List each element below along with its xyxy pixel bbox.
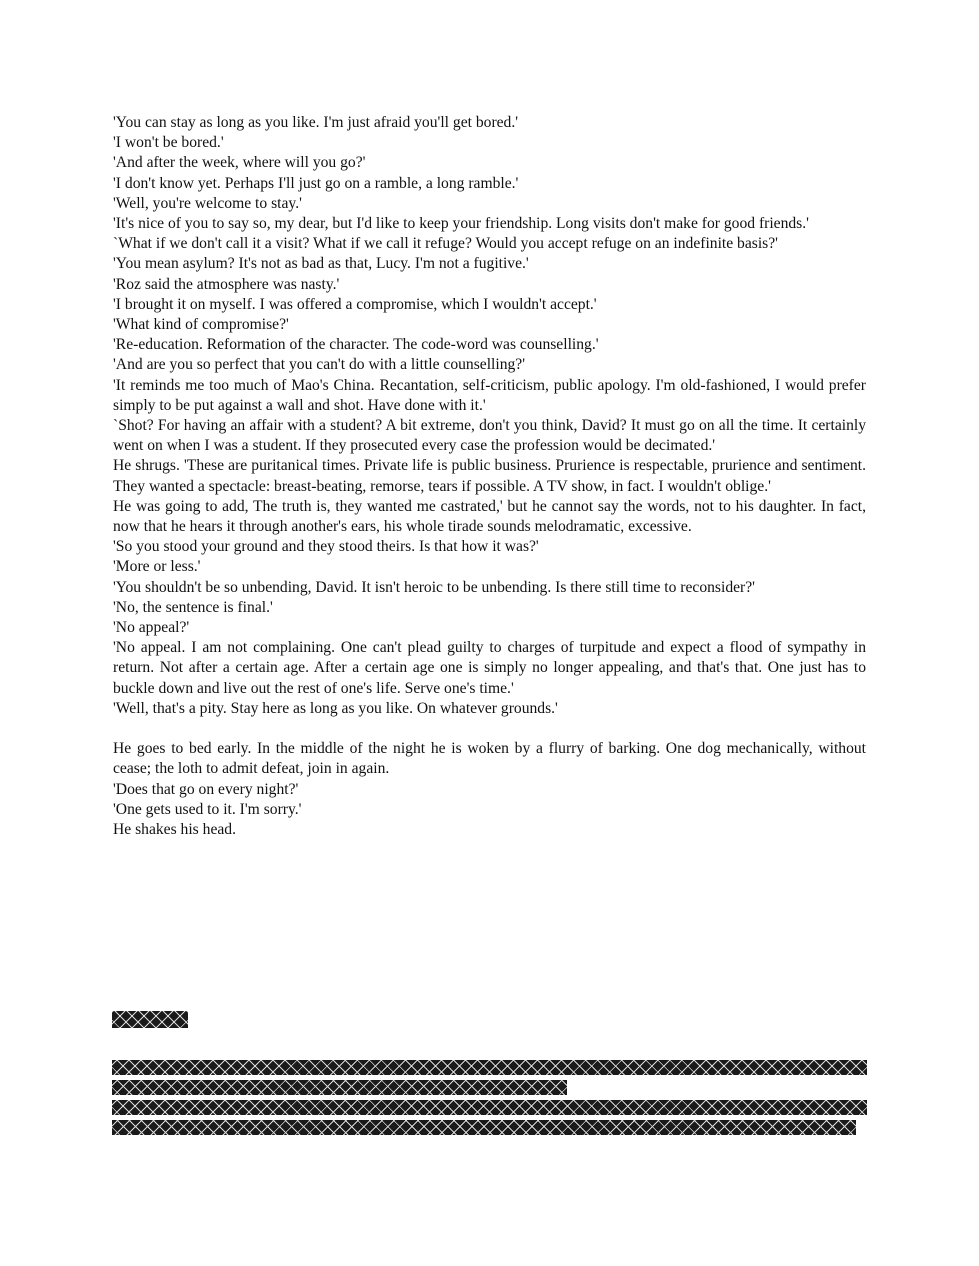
redacted-line [112, 1120, 856, 1135]
paragraph: 'No appeal. I am not complaining. One can't plead guilty to charges of turpitude and expect a flood of sympathy in return. Not after a certain age. After a certain age one is simply no longer appealing, and that's that. One just has to buckle down and live out the rest of one's life. Serve one's time.' [113, 639, 866, 697]
redacted-line [112, 1080, 567, 1095]
paragraph: He shrugs. 'These are puritanical times. Private life is public business. Prurience is respectable, prurience and sentiment. They wanted a spectacle: breast-beating, remorse, tears if possible. A TV show, in fact. I wouldn't oblige.' [113, 457, 866, 495]
paragraph: 'Roz said the atmosphere was nasty.' [113, 275, 340, 293]
paragraph: 'You mean asylum? It's not as bad as that, Lucy. I'm not a fugitive.' [113, 255, 529, 273]
paragraph: 'Well, you're welcome to stay.' [113, 194, 302, 212]
redacted-section [112, 1011, 867, 1136]
paragraph: 'It's nice of you to say so, my dear, but I'd like to keep your friendship. Long visits don't make for good friends.' [113, 215, 809, 233]
paragraph: 'You shouldn't be so unbending, David. It isn't heroic to be unbending. Is there still time to reconsider?' [113, 578, 755, 596]
paragraph-spacer [113, 719, 866, 739]
paragraph: 'One gets used to it. I'm sorry.' [113, 800, 302, 818]
paragraph: `What if we don't call it a visit? What if we call it refuge? Would you accept refuge on an indefinite basis?' [113, 235, 778, 253]
paragraph: 'I won't be bored.' [113, 134, 224, 152]
paragraph: 'I don't know yet. Perhaps I'll just go on a ramble, a long ramble.' [113, 174, 519, 192]
paragraph: 'And are you so perfect that you can't do with a little counselling?' [113, 356, 526, 374]
redacted-heading [112, 1011, 188, 1028]
paragraph: 'I brought it on myself. I was offered a compromise, which I wouldn't accept.' [113, 295, 597, 313]
paragraph: 'No, the sentence is final.' [113, 598, 273, 616]
paragraph: 'Re-education. Reformation of the character. The code-word was counselling.' [113, 336, 599, 354]
paragraph: 'So you stood your ground and they stood theirs. Is that how it was?' [113, 538, 539, 556]
paragraph: He goes to bed early. In the middle of the night he is woken by a flurry of barking. One dog mechanically, without cease; the loth to admit defeat, join in again. [113, 740, 866, 778]
paragraph: He was going to add, The truth is, they wanted me castrated,' but he cannot say the words, not to his daughter. In fact, now that he hears it through another's ears, his whole tirade sounds melodramatic, excessive. [113, 497, 866, 536]
paragraph: 'You can stay as long as you like. I'm just afraid you'll get bored.' [113, 114, 519, 131]
document-body [113, 113, 866, 840]
paragraph: 'What kind of compromise?' [113, 316, 289, 334]
redacted-line [112, 1060, 867, 1075]
paragraph: 'More or less.' [113, 558, 201, 576]
paragraph: He shakes his head. [113, 821, 236, 839]
redacted-line [112, 1100, 867, 1115]
paragraph: 'Does that go on every night?' [113, 780, 299, 798]
paragraph: 'Well, that's a pity. Stay here as long as you like. On whatever grounds.' [113, 699, 558, 717]
paragraph: 'It reminds me too much of Mao's China. Recantation, self-criticism, public apology. I'm old-fashioned, I would prefer simply to be put against a wall and shot. Have done with it.' [113, 376, 866, 414]
paragraph: 'And after the week, where will you go?' [113, 154, 366, 172]
paragraph: `Shot? For having an affair with a student? A bit extreme, don't you think, David? It must go on all the time. It certainly went on when I was a student. If they prosecuted every case the profession would be decimated.' [113, 417, 866, 455]
paragraph: 'No appeal?' [113, 619, 190, 637]
